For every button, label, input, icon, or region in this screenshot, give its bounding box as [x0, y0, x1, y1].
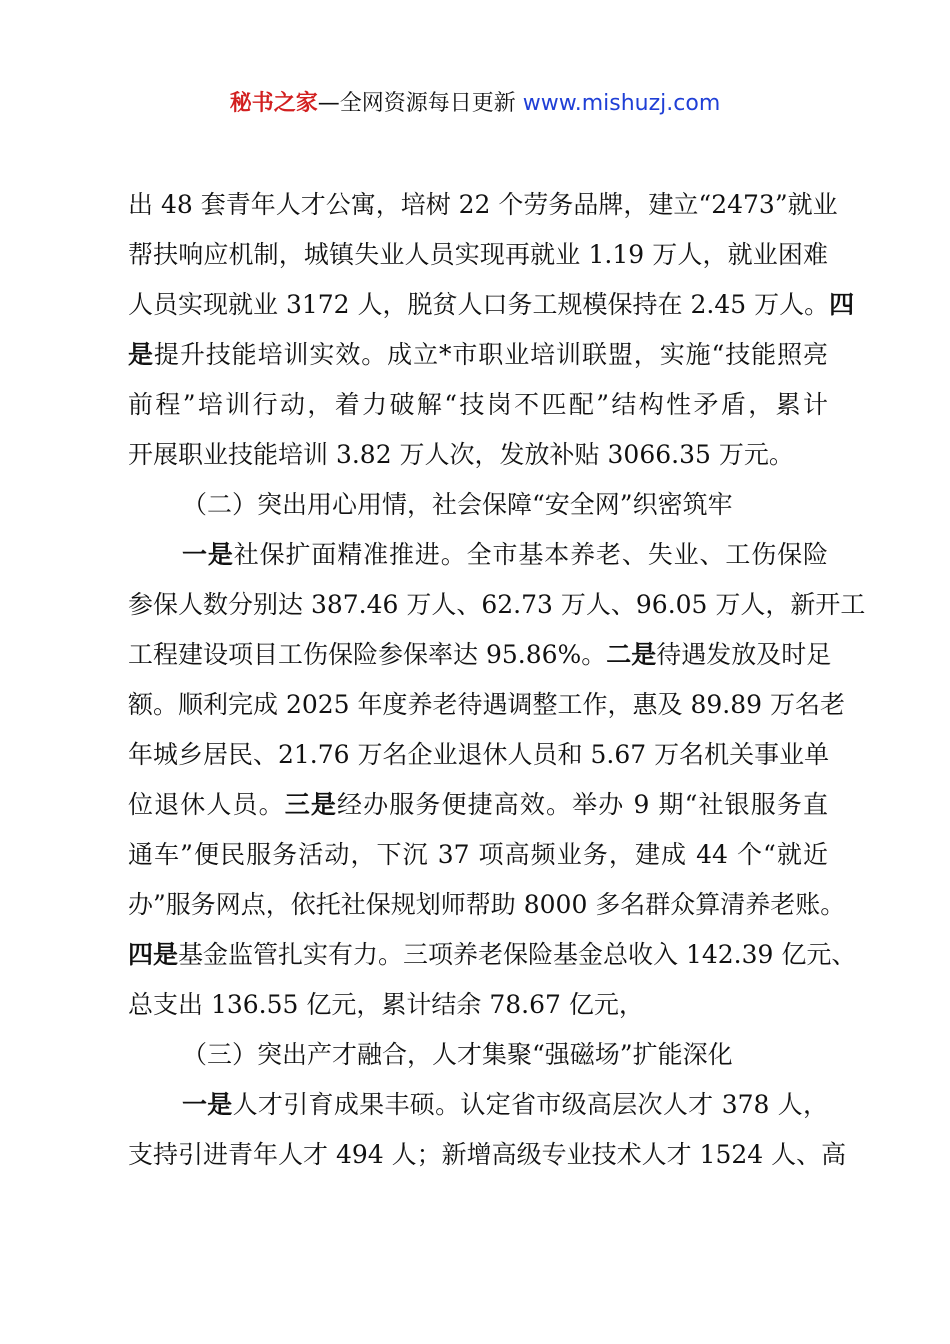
- text-segment: 提升技能培训实效。成立*市职业培训联盟，实施“技能照亮: [153, 340, 828, 369]
- text-line: [128, 680, 845, 730]
- text-segment: 支持引进青年人才 494 人；新增高级专业技术人才 1524 人、高: [128, 1140, 847, 1169]
- text-line: [128, 380, 828, 430]
- text-segment: 前程”培训行动，着力破解“技岗不匹配”结构性矛盾，累计: [128, 390, 828, 419]
- text-segment: 经办服务便捷高效。举办 9 期“社银服务直: [337, 790, 828, 819]
- text-segment: 总支出 136.55 亿元，累计结余 78.67 亿元，: [128, 990, 644, 1019]
- text-segment: 基金监管扎实有力。三项养老保险基金总收入 142.39 亿元、: [178, 940, 857, 969]
- text-line: [128, 230, 828, 280]
- text-segment: 额。顺利完成 2025 年度养老待遇调整工作，惠及 89.89 万名老: [128, 690, 845, 719]
- text-line: [128, 780, 828, 830]
- site-url[interactable]: www.mishuzj.com: [522, 91, 721, 116]
- brand-name: 秘书之家: [229, 91, 318, 116]
- text-segment: 办”服务网点，依托社保规划师帮助 8000 多名群众算清养老账。: [128, 890, 846, 919]
- text-segment: 开展职业技能培训 3.82 万人次，发放补贴 3066.35 万元。: [128, 440, 794, 469]
- document-body: [128, 180, 866, 1180]
- text-line: [128, 1080, 828, 1130]
- text-segment: 位退休人员。: [128, 790, 285, 819]
- text-line: [128, 280, 855, 330]
- text-segment: 出 48 套青年人才公寓，培树 22 个劳务品牌，建立“2473”就业: [128, 190, 838, 219]
- text-segment: 社保扩面精准推进。全市基本养老、失业、工伤保险: [233, 540, 828, 569]
- bold-marker: 一是: [182, 1090, 233, 1119]
- text-segment: 待遇发放及时足: [656, 640, 832, 669]
- site-header: [0, 88, 950, 120]
- text-segment: 年城乡居民、21.76 万名企业退休人员和 5.67 万名机关事业单: [128, 740, 830, 769]
- text-line: [128, 630, 832, 680]
- text-line: [128, 180, 838, 230]
- bold-marker: 二是: [606, 640, 657, 669]
- slogan: —全网资源每日更新: [317, 91, 523, 116]
- bold-marker: 是: [128, 340, 154, 369]
- text-segment: 工程建设项目工伤保险参保率达 95.86%。: [128, 640, 607, 669]
- bold-marker: 一是: [182, 540, 234, 569]
- text-segment: （二）突出用心用情，社会保障“安全网”织密筑牢: [182, 490, 733, 519]
- text-line: [128, 530, 828, 580]
- text-segment: 人才引育成果丰硕。认定省市级高层次人才 378 人，: [232, 1090, 828, 1119]
- bold-marker: 三是: [284, 790, 338, 819]
- text-segment: 人员实现就业 3172 人，脱贫人口务工规模保持在 2.45 万人。: [128, 290, 830, 319]
- text-line: [128, 930, 857, 980]
- text-segment: （三）突出产才融合，人才集聚“强磁场”扩能深化: [182, 1040, 733, 1069]
- bold-marker: 四: [829, 290, 855, 319]
- text-line: [128, 580, 866, 630]
- section-heading: [128, 1030, 828, 1080]
- text-line: [128, 980, 828, 1030]
- text-line: [128, 330, 828, 380]
- section-heading: [128, 480, 828, 530]
- text-segment: 帮扶响应机制，城镇失业人员实现再就业 1.19 万人，就业困难: [128, 240, 828, 269]
- text-line: [128, 880, 846, 930]
- text-segment: 通车”便民服务活动，下沉 37 项高频业务，建成 44 个“就近: [128, 840, 828, 869]
- text-line: [128, 730, 828, 780]
- text-line: [128, 830, 828, 880]
- text-line: [128, 1130, 847, 1180]
- bold-marker: 四是: [128, 940, 179, 969]
- text-segment: 参保人数分别达 387.46 万人、62.73 万人、96.05 万人，新开工: [128, 590, 866, 619]
- text-line: [128, 430, 828, 480]
